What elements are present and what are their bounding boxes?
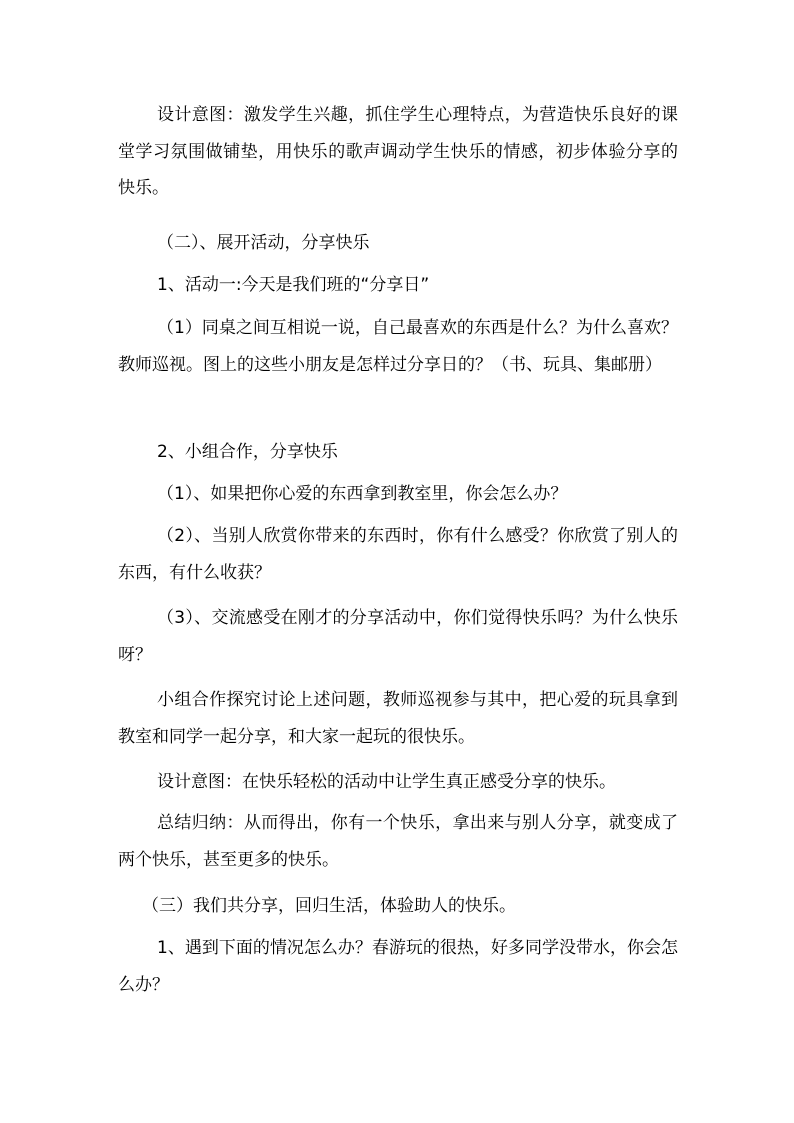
- paragraph-group-discussion: 小组合作探究讨论上述问题，教师巡视参与其中，把心爱的玩具拿到教室和同学一起分享，和大家一起玩的很快乐。: [118, 690, 678, 747]
- paragraph-design-intent-1: 设计意图：激发学生兴趣，抓住学生心理特点，为营造快乐良好的课堂学习氛围做铺垫，用快乐的歌声调动学生快乐的情感，初步体验分享的快乐。: [118, 105, 678, 198]
- section-heading-3: （三）我们共分享，回归生活，体验助人的快乐。: [142, 896, 516, 916]
- paragraph-question-1: （1）、如果把你心爱的东西拿到教室里，你会怎么办？: [157, 484, 568, 504]
- activity-heading-2: 2、小组合作，分享快乐: [157, 442, 338, 462]
- paragraph-scenario-1: 1、遇到下面的情况怎么办？春游玩的很热，好多同学没带水，你会怎么办？: [118, 938, 678, 995]
- activity-heading-1: 1、活动一:今天是我们班的“分享日”: [157, 275, 430, 295]
- paragraph-summary: 总结归纳：从而得出，你有一个快乐，拿出来与别人分享，就变成了两个快乐，甚至更多的快乐。: [118, 813, 678, 870]
- paragraph-activity-1-q1: （1）同桌之间互相说一说，自己最喜欢的东西是什么？为什么喜欢？教师巡视。图上的这些小朋友是怎样过分享日的？（书、玩具、集邮册）: [118, 318, 678, 375]
- paragraph-question-3: （3）、交流感受在刚才的分享活动中，你们觉得快乐吗？为什么快乐呀？: [118, 608, 678, 665]
- section-heading-2: （二）、展开活动，分享快乐: [157, 233, 370, 253]
- paragraph-design-intent-2: 设计意图：在快乐轻松的活动中让学生真正感受分享的快乐。: [157, 772, 616, 792]
- paragraph-question-2: （2）、当别人欣赏你带来的东西时，你有什么感受？你欣赏了别人的东西，有什么收获？: [118, 526, 678, 583]
